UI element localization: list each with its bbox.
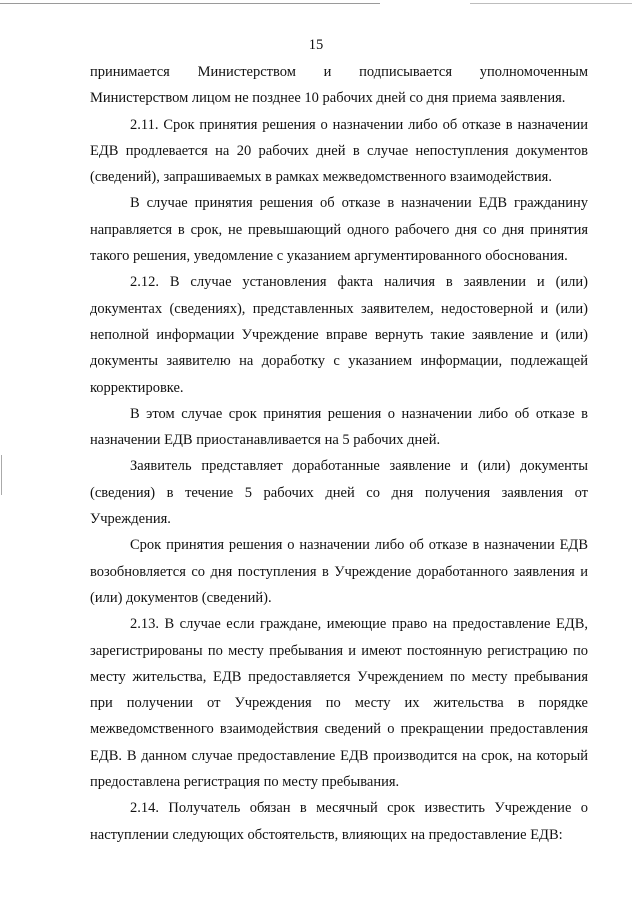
scan-edge-line [470,3,632,4]
paragraph: 2.14. Получатель обязан в месячный срок известить Учреждение о наступлении следующих обстоятельств, влияющих на предоставление ЕДВ: [90,800,588,843]
scan-edge-line [0,3,380,4]
paragraph: принимается Министерством и подписывается уполномоченным Министерством лицом не позднее 10 рабочих дней со дня приема заявления. [90,64,588,107]
paragraph: 2.12. В случае установления факта наличия в заявлении и (или) документах (сведениях), представленных заявителем, недостоверной и (или) неполной информации Учреждение вправе вернуть такие заявление и (или) документы заявителю на доработку с указанием информации, подлежащей корректировке. [90,274,588,396]
paragraph: Срок принятия решения о назначении либо об отказе в назначении ЕДВ возобновляется со дня поступления в Учреждение доработанного заявления и (или) документов (сведений). [90,537,588,606]
paragraph: В случае принятия решения об отказе в назначении ЕДВ гражданину направляется в срок, не превышающий одного рабочего дня со дня принятия такого решения, уведомление с указанием аргументированного обоснования. [90,195,588,265]
page-number: 15 [308,37,324,53]
paragraph: В этом случае срок принятия решения о назначении либо об отказе в назначении ЕДВ приостанавливается на 5 рабочих дней. [90,405,588,449]
paragraph: 2.13. В случае если граждане, имеющие право на предоставление ЕДВ, зарегистрированы по месту пребывания и имеют постоянную регистрацию по месту жительства, ЕДВ предоставляется Учреждением по месту пребывания при получении от Учреждения по месту их жительства в порядке межведомственного взаимодействия сведений о прекращении предоставления ЕДВ. В данном случае предоставление ЕДВ производится на срок, на который предоставлена регистрация по месту пребывания. [90,616,588,791]
scan-edge-mark [1,455,2,495]
paragraph: Заявитель представляет доработанные заявление и (или) документы (сведения) в течение 5 рабочих дней со дня получения заявления от Учреждения. [90,458,588,528]
document-body [90,59,588,848]
paragraph: 2.11. Срок принятия решения о назначении либо об отказе в назначении ЕДВ продлевается на 20 рабочих дней в случае непоступления документов (сведений), запрашиваемых в рамках межведомственного взаимодействия. [90,116,588,186]
